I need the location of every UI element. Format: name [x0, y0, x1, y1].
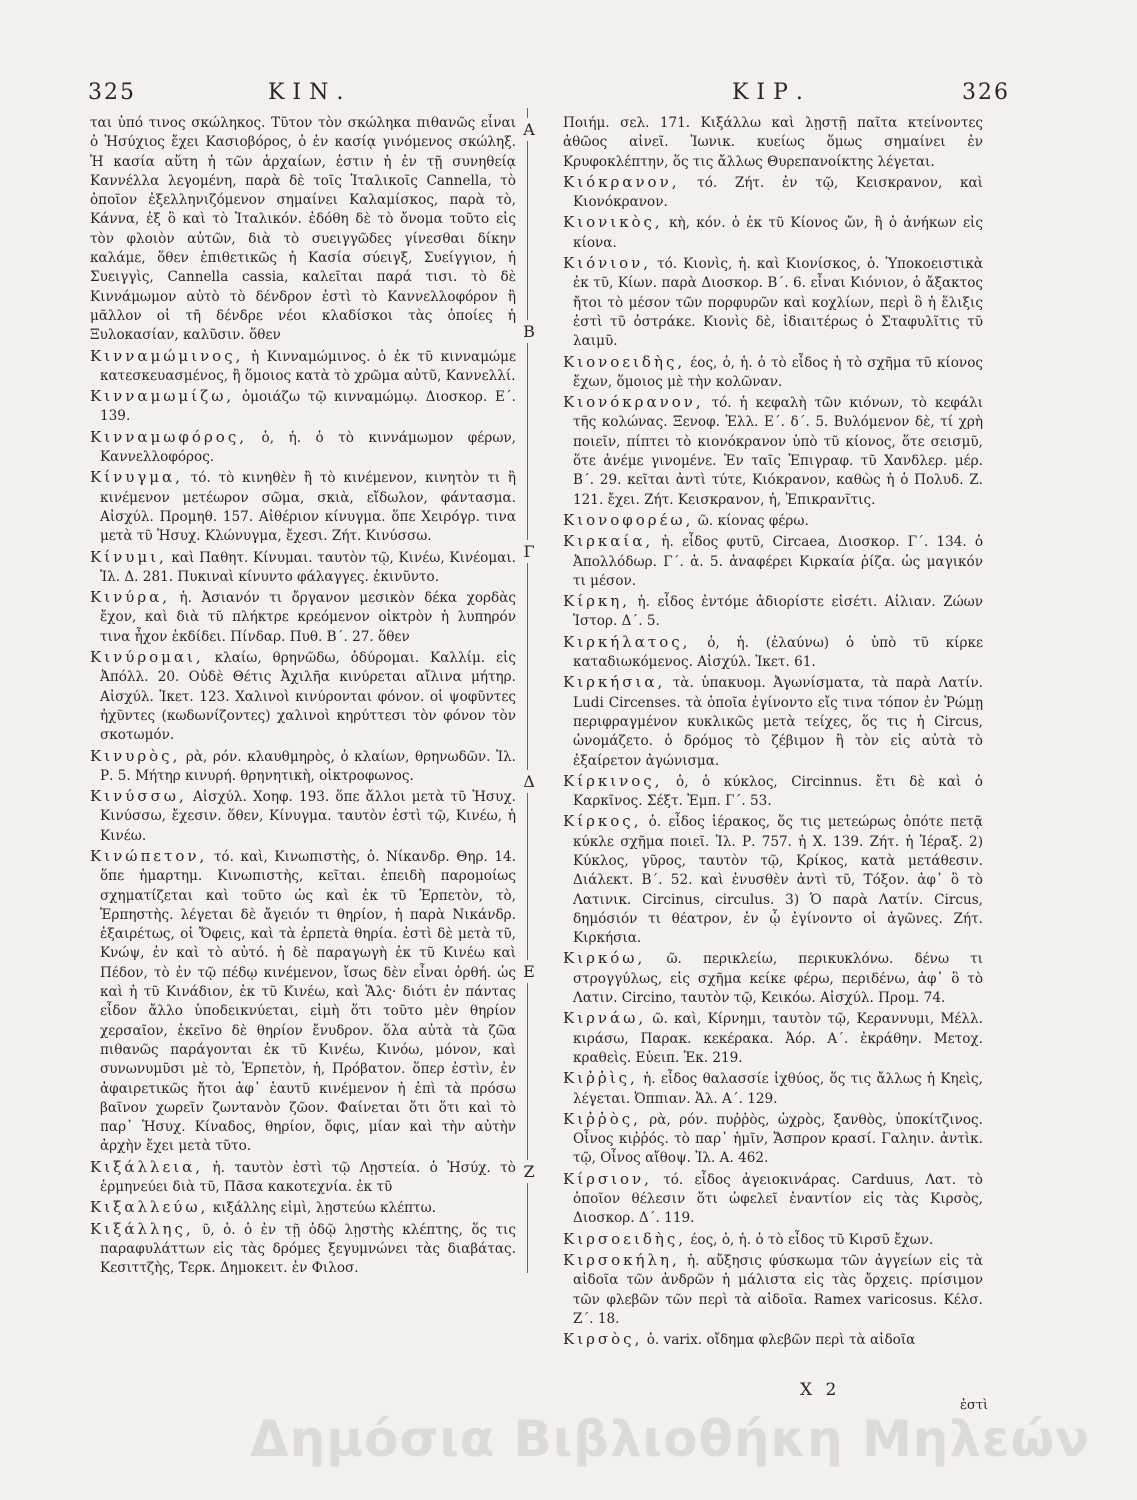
entry-headword: Κινύρομαι,	[90, 648, 204, 667]
right-column	[563, 114, 983, 1394]
entry-definition: τό. καὶ, Κινωπιστὴς, ὁ. Νίκανδρ. Θηρ. 14. ὅπε ἡμαρτημ. Κινωπιστὴς, κεῖται. ἐπειδὴ παρομοίως σχηματίζεται καὶ τοῦτο ὡς καὶ ἐκ τῦ Ἑρπετὸν, τὸ, Ἑρπηστὴς. λέγεται δὲ ἄγειόν τι θηρίον, ἡ παρὰ Νικάνδρ. ἐξαιρέτως, οἱ Ὄφεις, καὶ τὰ ἑρπετὰ θηρία. ἐστὶ δὲ μετὰ τῦ, Κνώψ, ἐν καὶ τὸ αὐτό. ἡ δὲ παραγωγὴ ἐκ τῦ Κινέω καὶ Πέδον, τὸ ἐν τῷ πέδῳ κινέμενον, ἴσως δὲν εἶναι ὀρθή. ὡς καὶ ἡ τῦ Κινάδιον, ἐκ τῦ Κινέω, καὶ Ἅλς· διότι ἐν πάντας εἶδον ἄλλο ὑποδεικνύεται, εἰμὴ ὅτι τοῦτο μὲν θηρίον χερσαῖον, ἐκεῖνο δὲ θηρίον ἔνυδρον. ὅλα αὐτὰ τὰ ζῶα πιθανῶς παράγονται ἐκ τῦ Κινέω, Κινόω, μόνον, καὶ συνωνυμῦσι μὲ τὸ, Ἑρπετὸν, ἡ, Πρόβατον. ὅπερ ἐστὶν, ἐν ἀφαιρετικῶς ἤτοι ἀφ᾽ ἑαυτῦ κινέμενον ἡ ἐπὶ τὰ πρόσω βαῖνον χωρεῖν ζωντανὸν ζῶον. Φαίνεται ὅτι ὅτι καὶ τὸ παρ᾽ Ἡσυχ. Κίναδος, θηρίον, ὄφις, μίαν καὶ τὴν αὐτὴν ἀρχὴν ἔχει μετὰ τῦτο.	[100, 848, 516, 1155]
entry-definition: ρὰ, ρόν. κλαυθμηρὸς, ὁ κλαίων, θρηνωδῶν. Ἰλ. Ρ. 5. Μήτηρ κινυρή. θρηνητικὴ, οἰκτροφωνος.	[100, 748, 516, 784]
entry-definition: καὶ Παθητ. Κίνυμαι. ταυτὸν τῷ, Κινέω, Κινέομαι. Ἰλ. Δ. 281. Πυκιναὶ κίνυντο φάλαγγες. ἐκινῦντο.	[100, 549, 516, 585]
entry-headword: Κιρσοκήλη,	[563, 1250, 680, 1269]
entry-definition: ῶ. κίονας φέρω.	[697, 512, 809, 529]
entry-definition: Ποιήμ. σελ. 171. Κιξάλλω καὶ λῃστῇ παῖτα κτείνοντες ἀθῶος αἰνεῖ. Ἰωνικ. κυείως ὅμως σημαίνει ἐν Κρυφοκλέπτην, ὅς τις ἄλλως Θυρεπανοίκτης λέγεται.	[563, 115, 983, 170]
dictionary-entry	[90, 428, 516, 468]
signature-mark: X 2	[800, 1380, 841, 1400]
entry-definition: ὁ. εἶδος ἱέρακος, ὅς τις μετεώρως ὁπότε πετᾷ κύκλε σχῆμα ποιεῖ. Ἰλ. Ρ. 757. ἡ Χ. 139. Ζήτ. ἡ Ἱέραξ. 2) Κύκλος, γῦρος, ταυτὸν τῷ, Κρίκος, κατὰ μετάθεσιν. Διάλεκτ. Β΄. 52. καὶ ἐνυσθὲν ἀντὶ τῦ, Τόξον. ἀφ᾽ ὃ τὸ Λατινικ. Circinus, circulus. 3) Ὁ παρὰ Λατίν. Circus, δημόσιόν τι θέατρον, ἐν ᾧ ἐγίνοντο οἱ ἀγῶνες. Ζήτ. Κιρκήσια.	[573, 814, 983, 947]
dictionary-entry	[563, 254, 983, 351]
entry-headword: Κιονόκρανον,	[563, 393, 704, 412]
dictionary-entry	[563, 673, 983, 770]
section-letter: Β	[523, 322, 535, 341]
entry-definition: ῦ, ὁ. ὁ ἐν τῇ ὁδῷ λῃστὴς κλέπτης, ὅς τις παραφυλάττων εἰς τὰς δρόμες ξεγυμνώνει τὰς διαβάτας. Κεσιττζὴς, Τερκ. Δημοκειτ. ἐν Φιλοσ.	[100, 1221, 516, 1277]
entry-headword: Κιξάλλης,	[90, 1219, 194, 1238]
entry-headword: Κίρκος,	[563, 812, 642, 831]
dictionary-entry	[90, 468, 516, 546]
entry-definition: ται ὑπό τινος σκώληκος. Τῦτον τὸν σκώληκα πιθανῶς εἶναι ὁ Ἡσύχιος ἔχει Κασιοβόρος, ὁ ἐν κασίᾳ γινόμενος σκώληξ. Ἡ κασία αὕτη ἡ τῶν ἀρχαίων, ἐστιν ἡ ἐν τῇ συνηθείᾳ Καννέλλα λεγομένη, παρὰ δὲ τοῖς Ἰταλικοῖς Cannella, τὸ ὁποῖον ἐξελληνιζόμενον σημαίνει Καλαμίσκος, παρὰ τὸ, Κάννα, ἐξ ὃ καὶ τὸ Ἰταλικόν. ἐδόθη δὲ τὸ ὄνομα τοῦτο εἰς τὸν φλοιὸν αὐτῶν, διὰ τὸ συειγγῶδες γίνεσθαι δίκην καλάμε, ὅθεν ἐπιθετικῶς ἡ Κασία σύειγξ, Συείγγιον, ἡ Συειγγὶς, Cannella cassia, καλεῖται παρά τισι. τὸ δὲ Κιννάμωμον αὐτὸ τὸ δένδρον ἐστὶ τὸ Καννελλοφόρον ἢ μᾶλλον οἱ τῆ δένδρε νέοι κλαδίσκοι τὰς ὁποίες ἡ Ξυλοκασίαν, καλῦσιν. ὅθεν	[90, 115, 516, 344]
entry-definition: ῶ. καὶ, Κίρνημι, ταυτὸν τῷ, Κεραννυμι, Μέλλ. κιράσω, Παρακ. κεκέρακα. Ἀόρ. Α΄. ἐκράθην. Μετοχ. κραθεὶς. Εὐειπ. Ἐκ. 219.	[573, 1011, 983, 1066]
entry-headword: Κινύρα,	[90, 588, 171, 607]
section-letter: Ε	[523, 962, 535, 981]
dictionary-entry	[90, 347, 516, 387]
section-letter: Γ	[523, 542, 535, 561]
right-page-number: 326	[962, 80, 1010, 105]
entry-definition: ὁμοιάζω τῷ κινναμώμῳ. Διοσκορ. Ε΄. 139.	[100, 389, 516, 425]
dictionary-entry	[563, 1170, 983, 1229]
dictionary-entry	[563, 393, 983, 510]
entry-definition: τό. Ζήτ. ἐν τῷ, Κεισκρανον, καὶ Κιονόκρανον.	[573, 174, 983, 211]
dictionary-entry	[563, 532, 983, 591]
dictionary-entry	[563, 1009, 983, 1068]
section-letter: Δ	[523, 772, 535, 791]
dictionary-entry	[90, 387, 516, 427]
entry-headword: Κιόνιον,	[563, 254, 652, 273]
library-watermark: Δημόσια Βιβλιοθήκη Μηλεών	[250, 1410, 1091, 1468]
entry-definition: τό. εἶδος ἀγειοκινάρας. Carduus, Λατ. τὸ ὁποῖον θέλεσιν ὅτι ὠφελεῖ ἐναντίον εἰς τὰς Κιρσὸς, Διοσκορ. Δ΄. 119.	[573, 1171, 983, 1227]
entry-definition: ὁ, ἡ. ὁ τὸ κιννάμωμον φέρων, Καννελλοφόρος.	[100, 429, 516, 466]
dictionary-entry	[563, 812, 983, 948]
dictionary-entry	[563, 1110, 983, 1169]
section-letter: Α	[523, 120, 535, 139]
entry-headword: Κιρσοειδὴς,	[563, 1229, 687, 1248]
dictionary-entry	[90, 548, 516, 588]
dictionary-entry	[90, 1198, 516, 1218]
section-letter: Ζ	[523, 1162, 535, 1181]
entry-headword: Κινύσσω,	[90, 787, 187, 806]
entry-headword: Κίρσιον,	[563, 1169, 652, 1188]
entry-headword: Κιρσὸς,	[563, 1330, 643, 1349]
dictionary-entry	[563, 772, 983, 812]
entry-definition: ρὰ, ρόν. πυῤῥὸς, ὠχρὸς, ξανθὸς, ὑποκίτζινος. Οἶνος κιῤῥός. τὸ παρ᾽ ἡμῖν, Ἄσπρον κρασί. Γαληιν. ἀντὶκ. τῷ, Οἶνος αἴθοψ. Ἰλ. Α. 462.	[573, 1111, 983, 1167]
entry-headword: Κιρκαία,	[563, 532, 654, 551]
entry-definition: ἡ. εἶδος φυτῦ, Circaea, Διοσκορ. Γ΄. 134. ὁ Ἀπολλόδωρ. Γ΄. ἀ. 5. ἀναφέρει Κιρκαία ῥίζα. ὡς μαγικόν τι μέσον.	[573, 534, 983, 589]
entry-definition: τό. ἡ κεφαλὴ τῶν κιόνων, τὸ κεφάλι τῆς κολώνας. Ξενοφ. Ἑλλ. Ε΄. δ΄. 5. Βυλόμενον δὲ, τί χρὴ ποιεῖν, πίπτει τὸ κιονόκρανον ὑπὸ τῦ κίονος, ὅτε σεισμῦ, ὅτε ἀνέμε γινομένε. Ἐν ταῖς Ἐπιγραφ. τῦ Χανδλερ. μέρ. Β΄. 29. κεῖται ἀντὶ τύτε, Κιόκρανον, καθὼς ἡ ὁ Πολυδ. Ζ. 121. ἔχει. Ζήτ. Κεισκρανον, ἡ, Ἐπικρανῖτις.	[573, 395, 983, 508]
left-column	[90, 114, 516, 1404]
entry-headword: Κιρκήσια,	[563, 673, 666, 692]
entry-headword: Κιονικὸς,	[563, 213, 663, 232]
entry-definition: ὁ. varix. οἴδημα φλεβῶν περὶ τὰ αἰδοῖα	[646, 1332, 916, 1349]
entry-definition: έος, ὁ, ἡ. ὁ τὸ εἶδος ἡ τὸ σχῆμα τῦ κίονος ἔχων, ὅμοιος μὲ τὴν κολῶναν.	[573, 354, 983, 390]
entry-headword: Κιονοφορέω,	[563, 510, 694, 529]
entry-definition: ῶ. περικλείω, περικυκλόνω. δένω τι στρογγύλως, εἰς σχῆμα κείκε φέρω, περιδένω, ἀφ᾽ ὃ τὸ Λατιν. Circino, ταυτὸν τῷ, Κεικόω. Αἰσχύλ. Προμ. 74.	[573, 951, 983, 1007]
dictionary-entry	[563, 353, 983, 393]
entry-definition: τό. τὸ κινηθὲν ἢ τὸ κινέμενον, κινητὸν τι ἢ κινέμενον μετέωρον σῶμα, σκιὰ, εἴδωλον, φάντασμα. Αἰσχύλ. Προμηθ. 157. Αἰθέριον κίνυγμα. ὅπε Χειρόγρ. τινα μετὰ τῦ Ἡσυχ. Κλώνυγμα, ἔχεσι. Ζήτ. Κινύσσω.	[100, 470, 516, 545]
entry-definition: ἡ. εἶδος θαλασσίε ἰχθύος, ὅς τις ἄλλως ἡ Κηεὶς, λέγεται. Ὀππιαν. Ἁλ. Α΄. 129.	[573, 1071, 983, 1107]
entry-headword: Κιρκόω,	[563, 949, 646, 968]
catchword: ἐστὶ	[960, 1398, 989, 1413]
dictionary-entry	[90, 114, 516, 346]
dictionary-entry	[563, 1069, 983, 1109]
dictionary-entry	[563, 1230, 983, 1250]
entry-definition: κλαίω, θρηνῶδω, ὀδύρομαι. Καλλίμ. εἰς Ἀπόλλ. 20. Οὐδὲ Θέτις Ἀχιλῆα κινύρεται αἴλινα μήτηρ. Αἰσχύλ. Ἱκετ. 123. Χαλινοὶ κινύρονται φόνον. οἱ ψοφῦντες ἠχῦντες (κωδωνίζοντες) χαλινοὶ κηρύττεσι τὸν φόνον τὸν σκοτωμόν.	[100, 650, 516, 744]
entry-definition: ἡ Κινναμώμινος. ὁ ἐκ τῦ κινναμώμε κατεσκευασμένος, ἢ ὅμοιος κατὰ τὸ χρῶμα αὐτῦ, Καννελλί.	[100, 348, 516, 384]
entry-headword: Κιξαλλεύω,	[90, 1198, 209, 1217]
entry-headword: Κινώπετον,	[90, 846, 208, 865]
entry-definition: τὰ. ὑπακυομ. Ἀγωνίσματα, τὰ παρὰ Λατίν. Ludi Circenses. τὰ ὁποῖα ἐγίνοντο εἴς τινα τόπον ἐν Ῥώμῃ περιφραγμένον κυκλικῶς μετὰ τείχες, ὅς τις ἡ Circus, ὠνομάζετο. ὁ δρόμος τὸ ζέβιμον ἢ τὸν εἰς αὐτὰ τὸ ἐξαίρετον ἀγώνισμα.	[573, 675, 983, 769]
dictionary-entry	[563, 511, 983, 531]
dictionary-entry	[563, 633, 983, 673]
dictionary-entry	[563, 173, 983, 213]
dictionary-entry	[90, 648, 516, 745]
entry-headword: Κιξάλλεια,	[90, 1157, 204, 1176]
dictionary-entry	[563, 114, 983, 172]
entry-definition: ἡ. εἶδος ἐντόμε ἀδιορίστε εἰσέτι. Αἰλιαν. Ζώων Ἱστορ. Δ΄. 5.	[573, 594, 983, 630]
entry-headword: Κίνυγμα,	[90, 468, 183, 487]
entry-definition: ὁ, ἡ. (ἐλαύνω) ὁ ὑπὸ τῦ κίρκε καταδιωκόμενος. Αἰσχύλ. Ἱκετ. 61.	[573, 634, 983, 671]
entry-definition: κὴ, κόν. ὁ ἐκ τῦ Κίονος ὤν, ἢ ὁ ἀνήκων εἰς κίονα.	[573, 215, 983, 251]
dictionary-entry	[90, 787, 516, 846]
entry-definition: τό. Κιονὶς, ἡ. καὶ Κιονίσκος, ὁ. Ὑποκοειστικὰ ἐκ τῦ, Κίων. παρὰ Διοσκορ. Β΄. 6. εἶναι Κιόνιον, ὁ ἄξακτος ἤτοι τὸ μέσον τῶν πορφυρῶν καὶ κοχλίων, περὶ ὃ ἡ ἕλιξις ἐστὶ τῦ ὀστράκε. Κιονὶς δὲ, ἰδιαιτέρως ὁ Σταφυλῖτις τῦ λαιμῦ.	[573, 256, 983, 350]
entry-headword: Κινυρὸς,	[90, 746, 181, 765]
entry-headword: Κίνυμι,	[90, 547, 167, 566]
dictionary-entry	[90, 847, 516, 1157]
dictionary-entry	[90, 1220, 516, 1279]
entry-headword: Κιῤῥὶς,	[563, 1069, 638, 1088]
entry-headword: Κιονοειδὴς,	[563, 352, 686, 371]
entry-headword: Κιρκήλατος,	[563, 632, 691, 651]
dictionary-entry	[90, 747, 516, 787]
entry-headword: Κιόκρανον,	[563, 172, 680, 191]
entry-definition: κιξάλλης εἰμὶ, λῃστεύω κλέπτω.	[212, 1200, 436, 1217]
dictionary-entry	[90, 588, 516, 647]
entry-definition: ἡ. αὔξησις φύσκωμα τῶν ἀγγείων εἰς τὰ αἰδοῖα τῶν ἀνδρῶν ἡ μάλιστα εἰς τὰς ὄρχεις. πρίσιμον τῶν φλεβῶν τῶν περὶ τὰ αἰδοῖα. Ramex varicosus. Κέλσ. Ζ΄. 18.	[573, 1252, 983, 1327]
entry-headword: Κιρνάω,	[563, 1009, 647, 1028]
entry-headword: Κινναμωφόρος,	[90, 427, 247, 446]
right-running-head: ΚΙΡ.	[732, 80, 811, 105]
entry-definition: Αἰσχύλ. Χοηφ. 193. ὅπε ἄλλοι μετὰ τῦ Ἡσυχ. Κινύσσω, ἔχεσιν. ὅθεν, Κίνυγμα. ταυτὸν ἐστὶ τῷ, Κινέω, ἡ Κινέω.	[100, 789, 516, 844]
dictionary-entry	[563, 949, 983, 1008]
entry-headword: Κιῤῥὸς,	[563, 1109, 641, 1128]
dictionary-entry	[90, 1158, 516, 1198]
entry-definition: ὁ, ὁ κύκλος, Circinnus. ἔτι δὲ καὶ ὁ Καρκῖνος. Σέξτ. Ἐμπ. Γ΄. 53.	[573, 773, 983, 810]
dictionary-entry	[563, 592, 983, 632]
column-divider	[527, 108, 528, 1273]
entry-headword: Κίρκινος,	[563, 771, 663, 790]
entry-headword: Κίρκη,	[563, 592, 631, 611]
left-running-head: ΚΙΝ.	[268, 80, 352, 105]
entry-definition: έος, ὁ, ἡ. ὁ τὸ εἶδος τῦ Κιρσῦ ἔχων.	[690, 1231, 934, 1248]
dictionary-entry	[563, 213, 983, 253]
dictionary-entry	[563, 1330, 983, 1350]
left-page-number: 325	[88, 80, 136, 105]
entry-definition: ἡ. ταυτὸν ἐστὶ τῷ Λῃστεία. ὁ Ἡσύχ. τὸ ἑρμηνεύει διὰ τῦ, Πᾶσα κακοτεχνία. ἐκ τῦ	[100, 1159, 516, 1196]
dictionary-entry	[563, 1251, 983, 1329]
entry-headword: Κινναμωμίζω,	[90, 387, 235, 406]
entry-headword: Κινναμώμινος,	[90, 346, 244, 365]
entry-definition: ἡ. Ἀσιανόν τι ὄργανον μεσικὸν δέκα χορδὰς ἔχον, καὶ διὰ τῦ πλήκτρε κρεόμενον οἰκτρὸν ἡ λυπηρόν τινα ἦχον ἐκδίδει. Πίνδαρ. Πυθ. Β΄. 27. ὅθεν	[100, 590, 516, 645]
